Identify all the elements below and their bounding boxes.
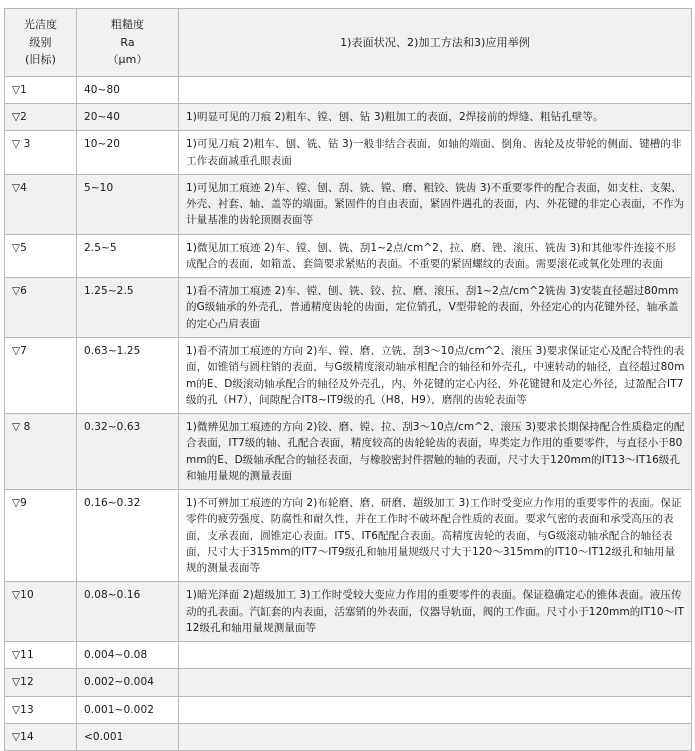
cell-grade: ▽10 xyxy=(5,582,77,642)
table-row xyxy=(5,414,692,490)
cell-description: 1)看不清加工痕迹的方向 2)车、镗、磨、立铣、刮3～10点/cm^2、滚压 3)要求保证定心及配合特性的表面，如锥销与圆柱销的表面，与G级精度滚动轴承相配合的轴径和外壳孔，中速转动的轴径，直径超过80mm的E、D级滚动轴承配合的轴径及外壳孔，内、外花键的定心内径，外花键键和及定心外径，过盈配合IT7级的孔（H7），间隙配合IT8~IT9级的孔（H8，H9），磨削的齿轮表面等 xyxy=(179,337,692,413)
cell-grade: ▽6 xyxy=(5,278,77,338)
cell-ra: 10~20 xyxy=(77,131,179,175)
header-ra-line-3: （μm） xyxy=(107,53,148,67)
cell-grade: ▽1 xyxy=(5,76,77,103)
cell-ra: 40~80 xyxy=(77,76,179,103)
table-row xyxy=(5,724,692,751)
table-header xyxy=(5,9,692,77)
cell-ra: 0.001~0.002 xyxy=(77,696,179,723)
cell-description: 1)可见刀痕 2)粗车、刨、铣、钻 3)一般非结合表面，如轴的端面、倒角、齿轮及皮带轮的侧面、键槽的非工作表面减重孔眼表面 xyxy=(179,131,692,175)
header-ra xyxy=(77,9,179,77)
cell-description: 1)看不清加工痕迹 2)车、镗、刨、铣、铰、拉、磨、滚压、刮1~2点/cm^2铣齿 3)安装直径超过80mm的G级轴承的外壳孔，普通精度齿轮的齿面，定位销孔，V型带轮的表面，外径定心的内花键外径，轴承盖的定心凸肩表面 xyxy=(179,278,692,338)
table-row xyxy=(5,582,692,642)
cell-grade: ▽14 xyxy=(5,724,77,751)
cell-description: 1)明显可见的刀痕 2)粗车、镗、刨、钻 3)粗加工的表面，2焊接前的焊缝、粗钻孔壁等。 xyxy=(179,104,692,131)
cell-description: 1)不可辨加工痕迹的方向 2)布轮磨、磨、研磨、超级加工 3)工作时受变应力作用的重要零件的表面。保证零件的疲劳强度、防腐性和耐久性，并在工作时不破坏配合性质的表面。要求气密的表面和承受高压的表面，支承表面，圆锥定心表面。IT5、IT6配配合表面。高精度齿轮的表面，与G级滚动轴承配合的轴径表面，尺寸大于315mm的IT7～IT9级孔和轴用量规级尺寸大于120～315mm的IT10～IT12级孔和轴用量规的测量表面等 xyxy=(179,490,692,582)
cell-ra: 2.5~5 xyxy=(77,234,179,278)
header-grade-line-3: (旧标) xyxy=(25,53,56,67)
cell-grade: ▽11 xyxy=(5,642,77,669)
cell-ra: 0.004~0.08 xyxy=(77,642,179,669)
table-row xyxy=(5,337,692,413)
table-row xyxy=(5,278,692,338)
cell-ra: 0.16~0.32 xyxy=(77,490,179,582)
cell-grade: ▽2 xyxy=(5,104,77,131)
table-row xyxy=(5,490,692,582)
cell-description xyxy=(179,642,692,669)
header-grade-line-1: 光洁度 xyxy=(23,18,58,31)
cell-description: 1)暗光泽面 2)超级加工 3)工作时受较大变应力作用的重要零件的表面。保证稳确定心的锥体表面。液压传动的孔表面。汽缸套的内表面，活塞销的外表面，仪器导轨面，阀的工作面。尺寸小于120mm的IT10～IT12级孔和轴用量规测量面等 xyxy=(179,582,692,642)
header-ra-line-2: Ra xyxy=(120,35,135,49)
cell-description: 1)微辨见加工痕迹的方向 2)铰、磨、镗、拉、刮3～10点/cm^2、滚压 3)要求长期保持配合性质稳定的配合表面，IT7级的轴、孔配合表面，精度较高的齿轮轮齿的表面，卑类定力作用的重要零件，与直径小于80mm的E、D级轴承配合的轴径表面，与橡胶密封件摺触的轴的表面，尺寸大于120mm的IT13～IT16级孔和轴用量规的测量表面 xyxy=(179,414,692,490)
header-ra-line-1: 粗糙度 xyxy=(110,18,145,31)
cell-ra: <0.001 xyxy=(77,724,179,751)
cell-ra: 1.25~2.5 xyxy=(77,278,179,338)
cell-description xyxy=(179,724,692,751)
table-row xyxy=(5,642,692,669)
table-row xyxy=(5,76,692,103)
cell-ra: 0.32~0.63 xyxy=(77,414,179,490)
cell-grade: ▽5 xyxy=(5,234,77,278)
cell-grade: ▽ 3 xyxy=(5,131,77,175)
cell-ra: 0.002~0.004 xyxy=(77,669,179,696)
cell-grade: ▽13 xyxy=(5,696,77,723)
cell-ra: 0.08~0.16 xyxy=(77,582,179,642)
table-row xyxy=(5,669,692,696)
cell-description xyxy=(179,669,692,696)
cell-description: 1)可见加工痕迹 2)车、镗、刨、刮、铣、镗、磨、粗铰、铣齿 3)不重要零件的配合表面，如支柱、支架、外壳、衬套、轴、盖等的端面。紧固件的自由表面，紧固件遇孔的表面，内、外花键的非定心表面，不作为计量基准的齿轮顶圈表面等 xyxy=(179,174,692,234)
cell-ra: 5~10 xyxy=(77,174,179,234)
cell-grade: ▽12 xyxy=(5,669,77,696)
cell-grade: ▽7 xyxy=(5,337,77,413)
cell-description xyxy=(179,76,692,103)
surface-roughness-table xyxy=(4,8,692,751)
cell-description: 1)微见加工痕迹 2)车、镗、刨、铣、刮1~2点/cm^2、拉、磨、锉、滚压、铣齿 3)和其他零件连接不形成配合的表面，如箱盖、套筒要求紧贴的表面。不重要的紧固螺纹的表面。需要滚花或氧化处理的表面 xyxy=(179,234,692,278)
header-row xyxy=(5,9,692,77)
header-description: 1)表面状况、2)加工方法和3)应用举例 xyxy=(179,9,692,77)
cell-grade: ▽9 xyxy=(5,490,77,582)
table-row xyxy=(5,131,692,175)
header-grade-line-2: 级别 xyxy=(29,35,52,49)
header-grade xyxy=(5,9,77,77)
table-row xyxy=(5,696,692,723)
cell-grade: ▽ 8 xyxy=(5,414,77,490)
table-row xyxy=(5,104,692,131)
table-row xyxy=(5,174,692,234)
cell-description xyxy=(179,696,692,723)
cell-grade: ▽4 xyxy=(5,174,77,234)
cell-ra: 20~40 xyxy=(77,104,179,131)
table-row xyxy=(5,234,692,278)
cell-ra: 0.63~1.25 xyxy=(77,337,179,413)
table-body xyxy=(5,76,692,751)
